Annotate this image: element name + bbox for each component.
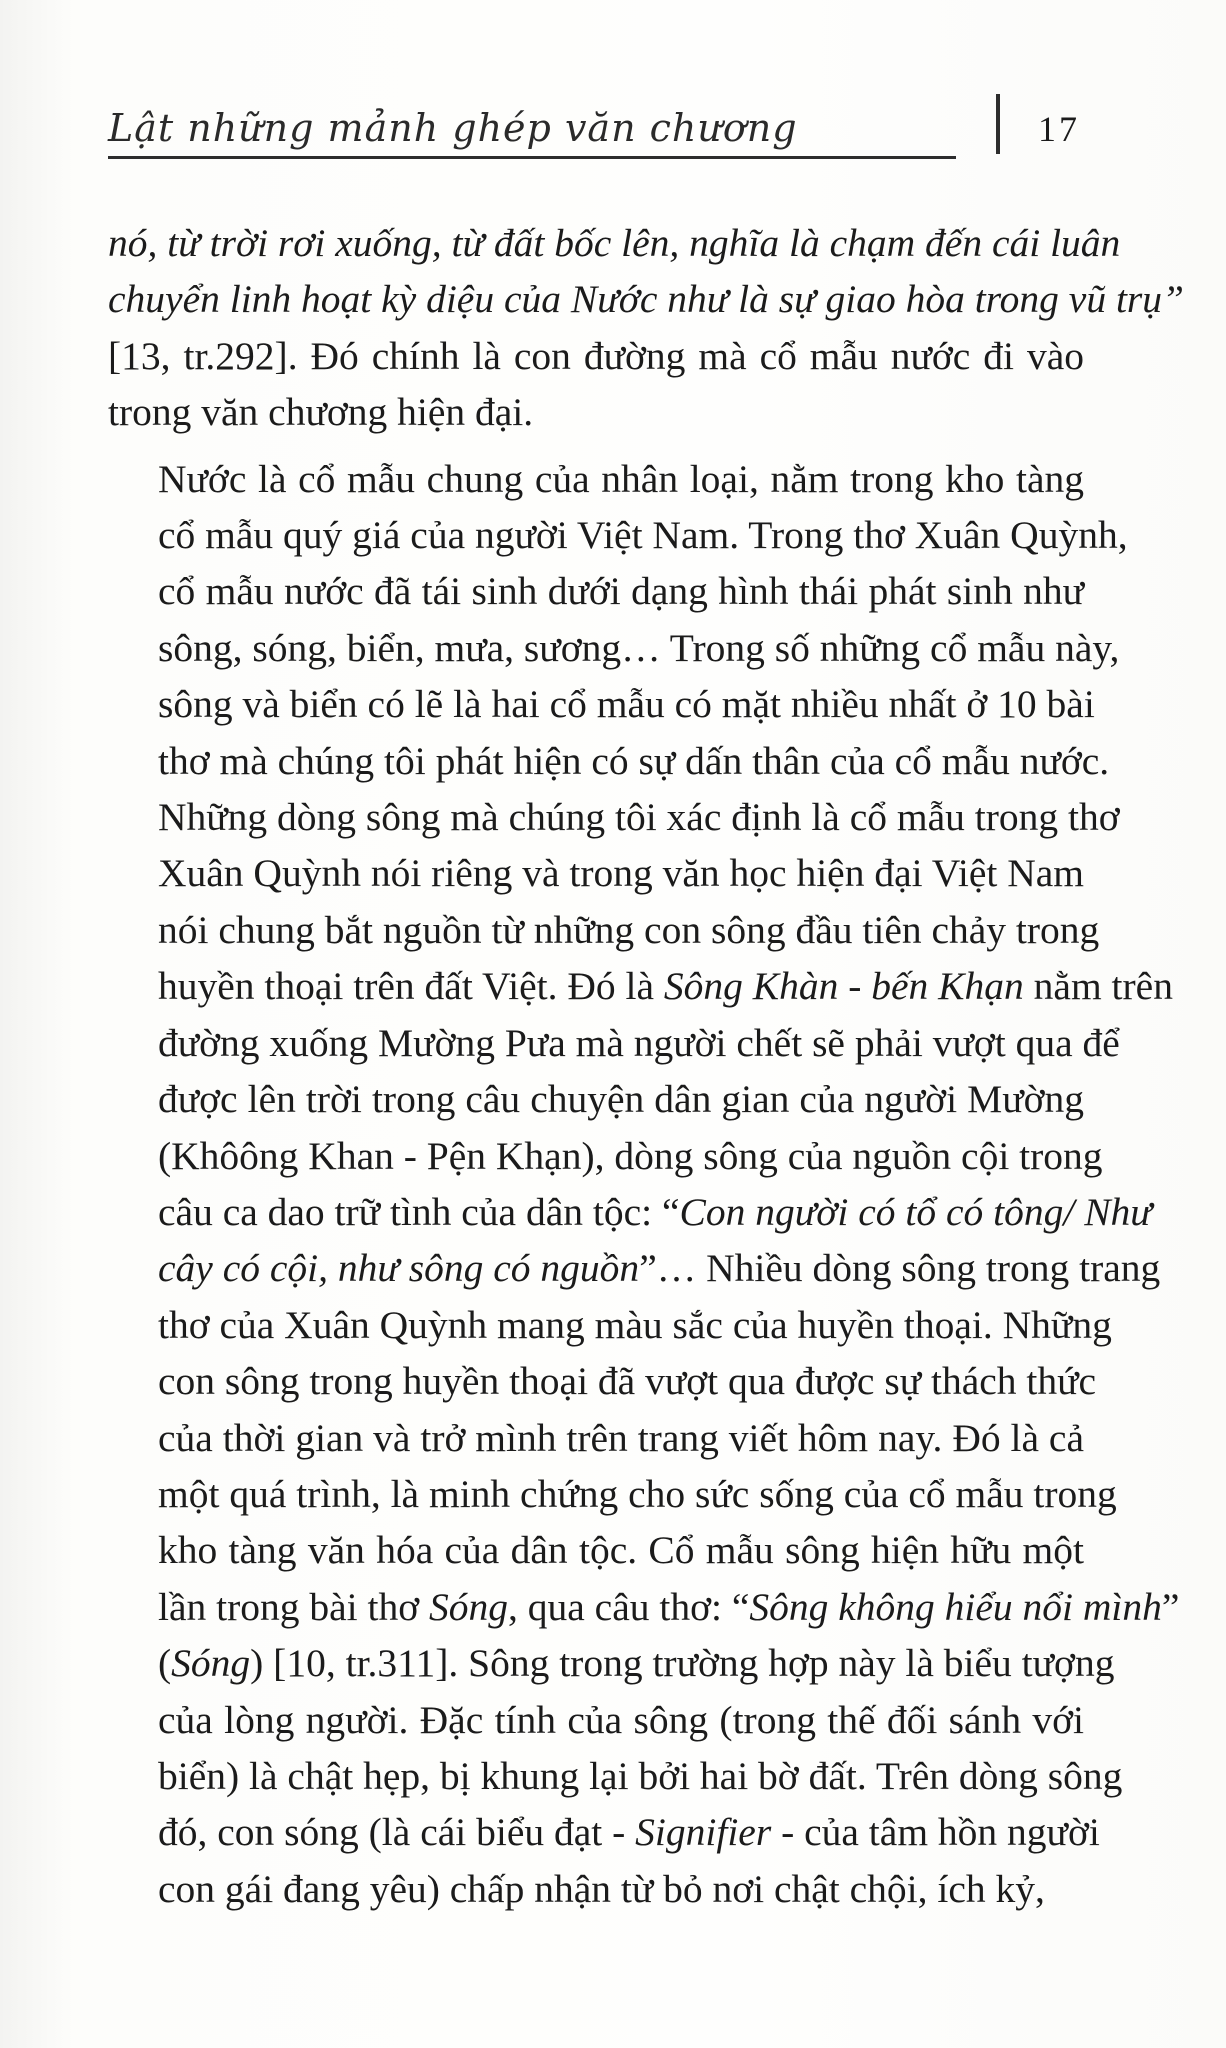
text-line — [108, 733, 1110, 789]
text-run: nói chung bắt nguồn từ những con sông đầu tiên chảy trong — [158, 907, 1100, 952]
text-line — [108, 1297, 1112, 1353]
text-run: con sông trong huyền thoại đã vượt qua được sự thách thức — [158, 1359, 1097, 1404]
text-line — [108, 1692, 1084, 1748]
text-run: biển) là chật hẹp, bị khung lại bởi hai bờ đất. Trên dòng sông — [158, 1753, 1123, 1798]
text-line — [108, 271, 1185, 327]
text-run: (Khôông Khan - Pện Khạn), dòng sông của nguồn cội trong — [158, 1133, 1103, 1178]
text-line — [108, 1015, 1120, 1071]
text-line — [108, 1861, 1084, 1917]
text-line — [108, 507, 1128, 563]
text-run: sông và biển có lẽ là hai cổ mẫu có mặt nhiều nhất ở 10 bài — [158, 682, 1095, 727]
text-line — [108, 620, 1120, 676]
text-run: một quá trình, là minh chứng cho sức sống của cổ mẫu trong — [158, 1471, 1117, 1516]
text-line — [108, 563, 1084, 619]
text-line — [108, 451, 1084, 507]
text-run: ” — [1161, 1584, 1180, 1629]
text-run: kho tàng văn hóa của dân tộc. Cổ mẫu sông hiện hữu một — [158, 1528, 1084, 1573]
text-run: trong văn chương hiện đại. — [108, 390, 534, 435]
text-line — [108, 1804, 1100, 1860]
page-header — [108, 84, 1088, 164]
text-run: Xuân Quỳnh nói riêng và trong văn học hiện đại Việt Nam — [158, 851, 1085, 896]
italic-run: Sông Khàn - bến Khạn — [663, 964, 1024, 1009]
italic-run: Signifier — [635, 1810, 772, 1855]
text-line — [108, 1128, 1103, 1184]
text-line — [108, 1522, 1084, 1578]
text-run: đó, con sóng (là cái biểu đạt - — [158, 1810, 636, 1855]
italic-run: Con người có tổ có tông/ Như — [679, 1189, 1152, 1234]
text-run: cổ mẫu nước đã tái sinh dưới dạng hình thái phát sinh như — [158, 569, 1084, 614]
text-run: sông, sóng, biển, mưa, sương… Trong số những cổ mẫu này, — [158, 625, 1120, 670]
text-line — [108, 215, 1121, 271]
text-run: , qua câu thơ: “ — [508, 1584, 750, 1629]
text-line — [108, 1240, 1161, 1296]
text-line — [108, 1579, 1180, 1635]
text-run: đường xuống Mường Pưa mà người chết sẽ phải vượt qua để — [158, 1020, 1120, 1065]
italic-run: cây có cội, như sông có nguồn — [158, 1246, 640, 1291]
text-line — [108, 1410, 1084, 1466]
text-run: thơ của Xuân Quỳnh mang màu sắc của huyền thoại. Những — [158, 1302, 1112, 1347]
text-line — [108, 845, 1084, 901]
text-run: của thời gian và trở mình trên trang viết hôm nay. Đó là cả — [158, 1415, 1084, 1460]
body-text — [108, 215, 1185, 1917]
text-run: của lòng người. Đặc tính của sông (trong thế đối sánh với — [158, 1697, 1084, 1742]
text-line — [108, 384, 1084, 440]
italic-run: chuyển linh hoạt kỳ diệu của Nước như là sự giao hòa trong vũ trụ” — [108, 277, 1185, 322]
text-run: nằm trên — [1023, 964, 1173, 1009]
page-number: 17 — [1038, 109, 1080, 149]
text-line — [108, 676, 1095, 732]
text-line — [108, 1635, 1115, 1691]
text-run: lần trong bài thơ — [158, 1584, 430, 1629]
header-divider — [996, 94, 1000, 154]
running-title: Lật những mảnh ghép văn chương — [108, 106, 798, 150]
text-run: ”… Nhiều dòng sông trong trang — [639, 1246, 1161, 1291]
text-line — [108, 902, 1100, 958]
text-run: Nước là cổ mẫu chung của nhân loại, nằm trong kho tàng — [158, 456, 1084, 501]
text-line — [108, 1353, 1097, 1409]
italic-run: Sông không hiểu nổi mình — [749, 1584, 1162, 1629]
text-run: được lên trời trong câu chuyện dân gian của người Mường — [158, 1077, 1084, 1122]
text-run: cổ mẫu quý giá của người Việt Nam. Trong thơ Xuân Quỳnh, — [158, 513, 1128, 558]
text-run: huyền thoại trên đất Việt. Đó là — [158, 964, 664, 1009]
text-run: con gái đang yêu) chấp nhận từ bỏ nơi chật chội, ích kỷ, — [158, 1866, 1045, 1911]
text-line — [108, 1184, 1152, 1240]
text-line — [108, 958, 1173, 1014]
header-rule — [108, 156, 956, 159]
text-run: - của tâm hồn người — [771, 1810, 1100, 1855]
text-line — [108, 789, 1120, 845]
paragraph-1 — [108, 215, 1185, 441]
text-line — [108, 328, 1084, 384]
paragraph-2 — [108, 451, 1180, 1918]
text-line — [108, 1466, 1117, 1522]
text-run: ) [10, tr.311]. Sông trong trường hợp này là biểu tượng — [250, 1641, 1115, 1686]
text-run: thơ mà chúng tôi phát hiện có sự dấn thân của cổ mẫu nước. — [158, 738, 1110, 783]
italic-run: Sóng — [429, 1584, 509, 1629]
text-line — [108, 1071, 1084, 1127]
text-run: Những dòng sông mà chúng tôi xác định là cổ mẫu trong thơ — [158, 795, 1120, 840]
text-run: [13, tr.292]. Đó chính là con đường mà cổ mẫu nước đi vào — [108, 333, 1084, 378]
italic-run: Sóng — [171, 1641, 251, 1686]
text-run: câu ca dao trữ tình của dân tộc: “ — [158, 1189, 680, 1234]
text-line — [108, 1748, 1123, 1804]
italic-run: nó, từ trời rơi xuống, từ đất bốc lên, nghĩa là chạm đến cái luân — [108, 221, 1121, 265]
text-run: ( — [158, 1641, 172, 1686]
